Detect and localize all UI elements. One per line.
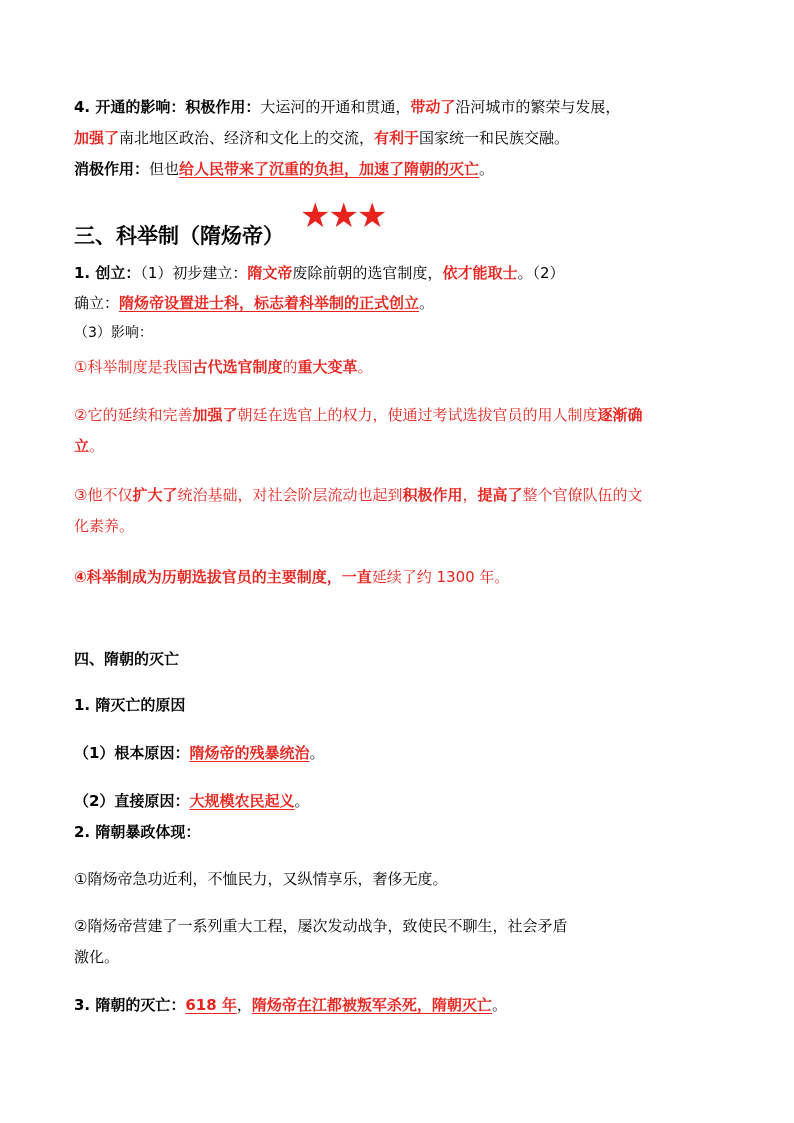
text: 。: [357, 358, 373, 376]
highlight: ④科举制成为历朝选拔官员的主要制度，: [74, 568, 342, 586]
text: 朝廷在选官上的权力，使通过考试选拔官员的用人制度: [237, 406, 598, 424]
text: 统治基础，对社会阶层流动也起到: [177, 486, 403, 504]
text: 。（2）: [517, 264, 565, 282]
root-cause-line: [74, 742, 324, 764]
text: 确立：: [74, 294, 120, 312]
text: 。: [491, 996, 507, 1014]
highlight: 隋文帝: [247, 264, 293, 282]
sui-fall-line: [74, 994, 507, 1016]
highlight: 重大变革: [297, 358, 358, 376]
negative-impact-line: [74, 158, 494, 180]
sui-fall-label: 3. 隋朝的灭亡：: [74, 996, 186, 1014]
highlight: 提高了: [477, 486, 523, 504]
highlight-underlined: 隋炀帝的残暴统治: [189, 744, 310, 762]
highlight: 扩大了: [132, 486, 178, 504]
highlight: 依才能取士: [442, 264, 518, 282]
fall-reasons-heading: 1. 隋灭亡的原因: [74, 696, 186, 714]
influence-item-2-cont: [74, 435, 104, 457]
creation-label: 1. 创立：: [74, 264, 141, 282]
tyranny-item-2-cont: 激化。: [74, 948, 120, 966]
highlight: 积极作用: [402, 486, 463, 504]
text: 废除前朝的选官制度，: [292, 264, 443, 282]
creation-line-1: [74, 262, 565, 284]
influence-item-3: [74, 484, 643, 506]
text: ③他不仅: [74, 486, 133, 504]
root-cause-label: （1）根本原因：: [74, 744, 190, 762]
highlight: 一直: [341, 568, 372, 586]
highlight: 加强了: [192, 406, 238, 424]
text: （1）初步建立：: [140, 264, 248, 282]
text: 延续了约 1300 年。: [371, 568, 510, 586]
text: 国家统一和民族交融。: [419, 129, 570, 147]
highlight: 有利于: [374, 129, 420, 147]
text: 。: [309, 744, 325, 762]
highlight-underlined: 618 年: [185, 996, 237, 1014]
text: 。: [479, 160, 495, 178]
tyranny-item-1: ①隋炀帝急功近利，不恤民力，又纵情享乐，奢侈无度。: [74, 870, 448, 888]
impact-label: 4. 开通的影响：积极作用：: [74, 98, 261, 116]
highlight: 古代选官制度: [192, 358, 283, 376]
impact-heading: （3）影响：: [74, 325, 153, 341]
text: 。: [419, 294, 435, 312]
highlight-underlined: 给人民带来了沉重的负担，加速了隋朝的灭亡: [179, 160, 480, 178]
text: 。: [89, 437, 105, 455]
highlight: 立: [74, 437, 90, 455]
text: 整个官僚队伍的文: [522, 486, 643, 504]
influence-item-4: [74, 566, 509, 588]
text: 南北地区政治、经济和文化上的交流，: [119, 129, 375, 147]
highlight: 逐渐确: [597, 406, 643, 424]
highlight-underlined: 隋炀帝在江都被叛军杀死，隋朝灭亡: [251, 996, 492, 1014]
highlight: 带动了: [410, 98, 456, 116]
section-title-keju: 三、科举制（隋炀帝）: [74, 224, 284, 248]
text: ，: [462, 486, 478, 504]
text: ，: [236, 996, 252, 1014]
impact-line-2: [74, 127, 569, 149]
influence-item-2: [74, 404, 643, 426]
tyranny-item-2: ②隋炀帝营建了一系列重大工程，屡次发动战争，致使民不聊生，社会矛盾: [74, 917, 568, 935]
influence-item-1: [74, 356, 373, 378]
text: 沿河城市的繁荣与发展，: [455, 98, 621, 116]
tyranny-heading: 2. 隋朝暴政体现：: [74, 823, 201, 841]
creation-line-2: [74, 292, 434, 314]
text: 。: [294, 792, 310, 810]
text: 但也: [149, 160, 180, 178]
impact-line-1: [74, 96, 620, 118]
text: 大运河的开通和贯通，: [260, 98, 411, 116]
highlight-underlined: 隋炀帝设置进士科，标志着科举制的正式创立: [119, 294, 420, 312]
text: 的: [282, 358, 298, 376]
direct-cause-line: [74, 790, 309, 812]
section-title-sui-fall: 四、隋朝的灭亡: [74, 650, 180, 668]
negative-label: 消极作用：: [74, 160, 150, 178]
highlight-underlined: 大规模农民起义: [189, 792, 295, 810]
influence-item-3-cont: 化素养。: [74, 517, 135, 535]
direct-cause-label: （2）直接原因：: [74, 792, 190, 810]
text: ①科举制度是我国: [74, 358, 193, 376]
star-rating-icon: ★★★: [300, 196, 386, 236]
highlight: 加强了: [74, 129, 120, 147]
text: ②它的延续和完善: [74, 406, 193, 424]
